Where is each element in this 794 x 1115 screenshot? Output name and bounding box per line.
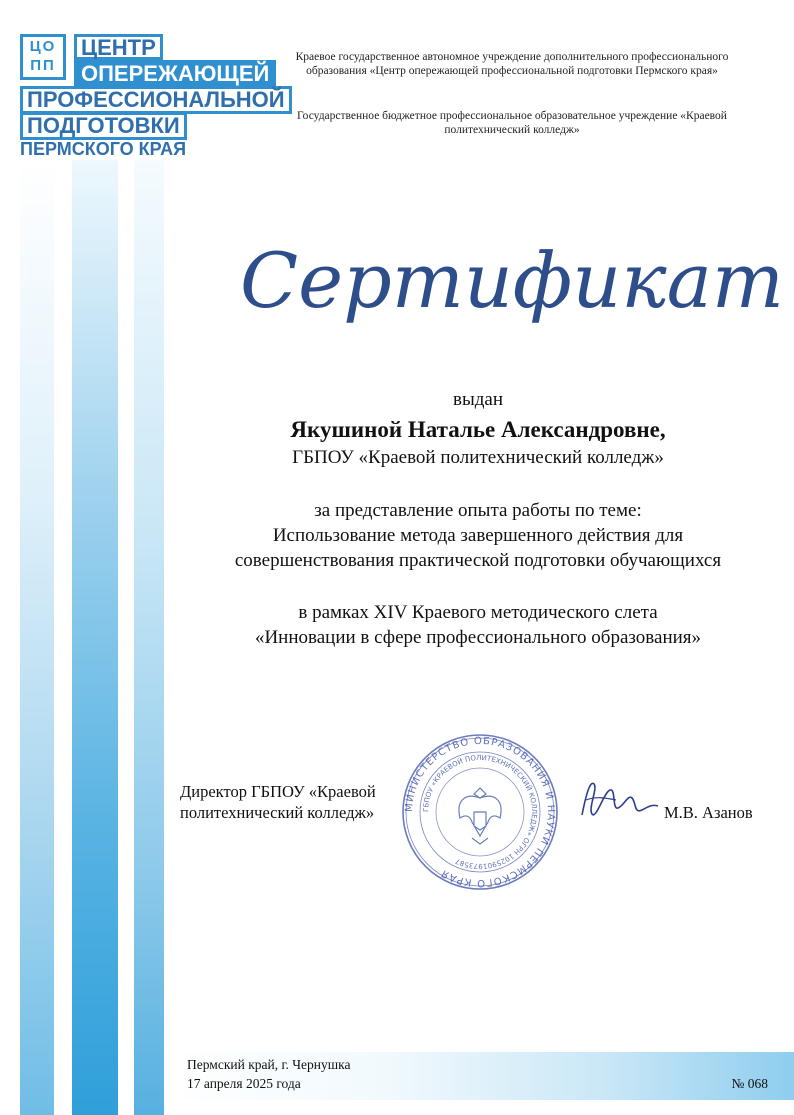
logo-line-3: ПРОФЕССИОНАЛЬНОЙ — [20, 86, 292, 114]
header-org-2: Государственное бюджетное профессиональное образовательное учреждение «Краевой политехнический колледж» — [297, 110, 727, 136]
logo-line-2: ОПЕРЕЖАЮЩЕЙ — [74, 60, 276, 86]
logo-mark: ЦО ПП — [20, 34, 66, 80]
decorative-stripe-1 — [20, 160, 54, 1115]
event-line-2: «Инновации в сфере профессионального образования» — [254, 627, 702, 648]
logo — [20, 32, 285, 160]
signatory-position-line-2: политехнический колледж» — [180, 803, 375, 822]
seal-outer-text: МИНИСТЕРСТВО ОБРАЗОВАНИЯ И НАУКИ ПЕРМСКОГО КРАЯ — [403, 735, 557, 889]
decorative-stripe-2 — [72, 160, 118, 1115]
issued-label: выдан — [452, 389, 503, 410]
logo-line-1: ЦЕНТР — [74, 34, 163, 60]
decorative-stripe-3 — [134, 160, 164, 1115]
footer-place: Пермский край, г. Чернушка — [187, 1057, 351, 1072]
topic-line-1: Использование метода завершенного действия для — [272, 525, 684, 546]
seal-inner-text: ГБПОУ «КРАЕВОЙ ПОЛИТЕХНИЧЕСКИЙ КОЛЛЕДЖ» ОГРН 1025901973587 — [421, 753, 539, 871]
eagle-emblem-icon — [459, 788, 501, 844]
director-signature — [572, 770, 662, 830]
logo-line-5: ПЕРМСКОГО КРАЯ — [20, 139, 187, 159]
event-line-1: в рамках XIV Краевого методического слета — [298, 602, 658, 623]
signatory-name: М.В. Азанов — [664, 803, 753, 822]
certificate-number: № 068 — [731, 1076, 768, 1091]
certificate-title: Сертификат — [240, 236, 784, 325]
logo-line-4: ПОДГОТОВКИ — [20, 112, 187, 140]
footer-date: 17 апреля 2025 года — [187, 1076, 301, 1091]
recipient-name: Якушиной Наталье Александровне, — [290, 417, 666, 442]
recipient-org: ГБПОУ «Краевой политехнический колледж» — [292, 447, 664, 468]
reason-line: за представление опыта работы по теме: — [314, 500, 642, 521]
header-org-1: Краевое государственное автономное учреждение дополнительного профессионального образования «Центр опережающей профессиональной подготовки Пермского края» — [295, 51, 729, 77]
signatory-position-line-1: Директор ГБПОУ «Краевой — [180, 782, 376, 801]
signatory-position — [180, 781, 430, 823]
topic-line-2: совершенствования практической подготовки обучающихся — [234, 550, 722, 571]
